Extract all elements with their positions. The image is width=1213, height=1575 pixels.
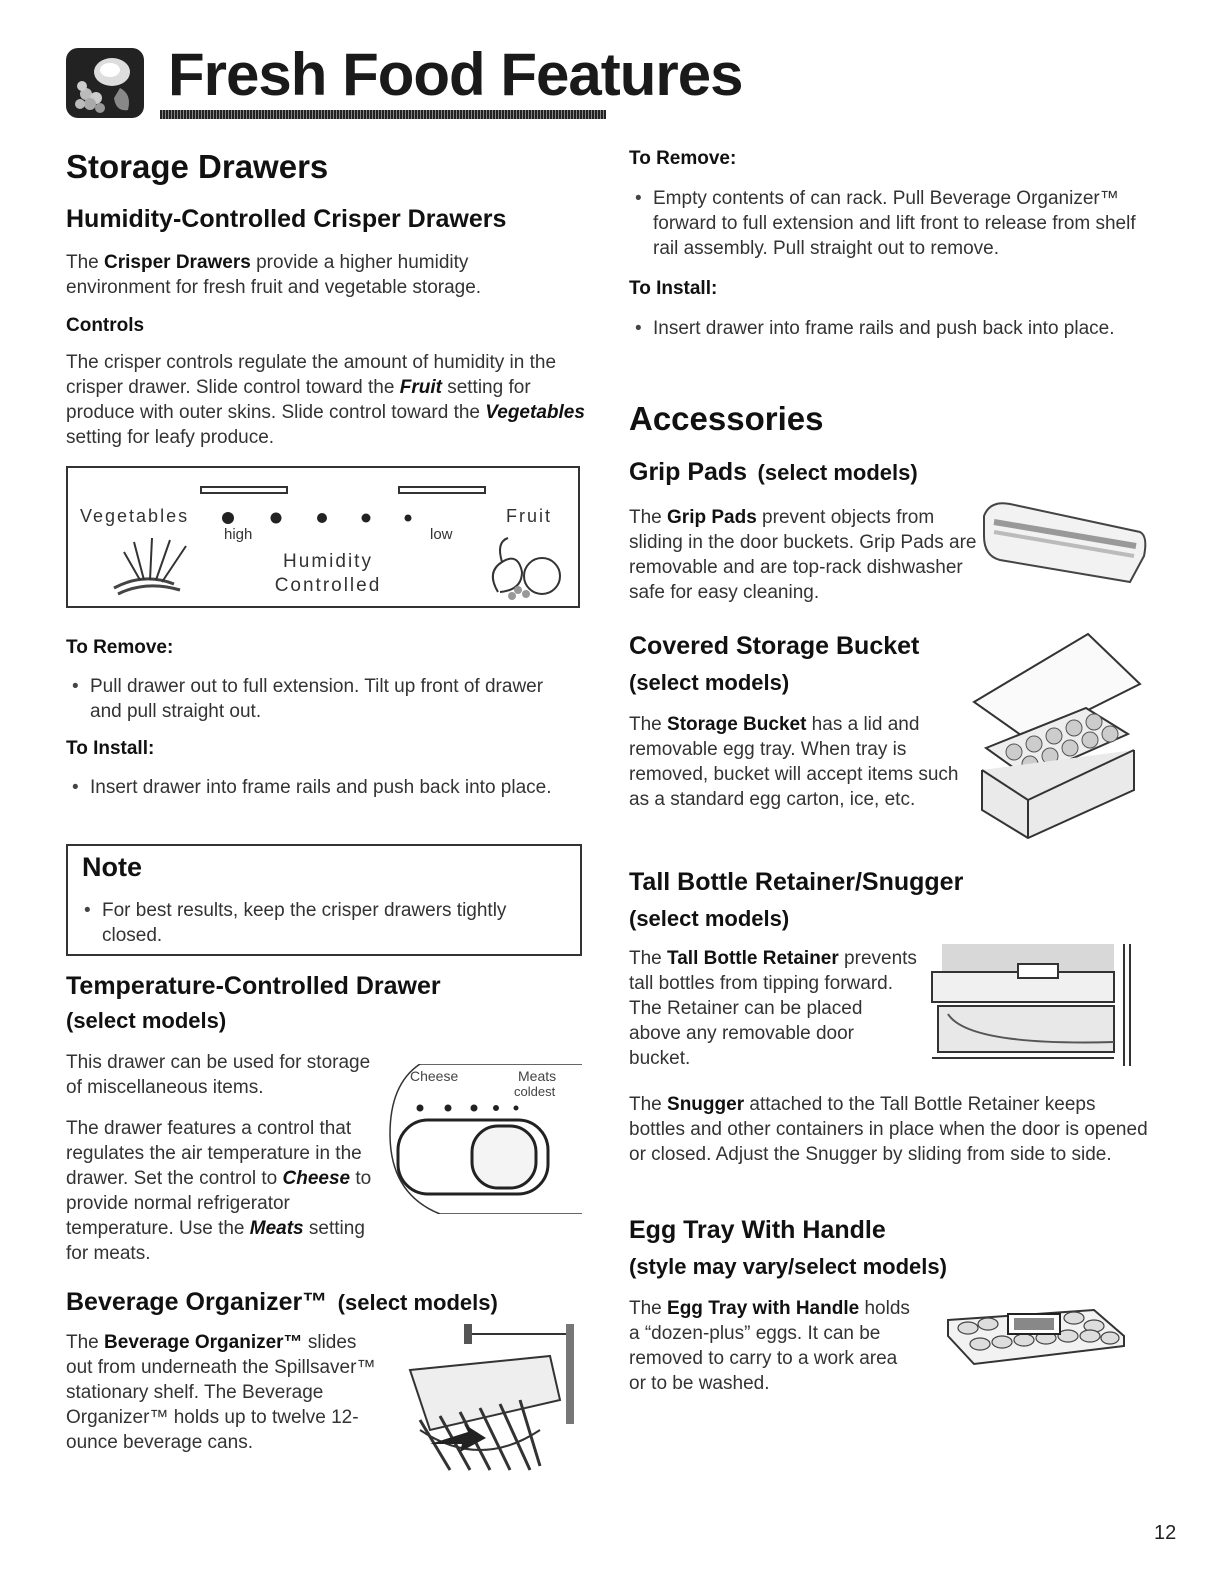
page-number: 12 bbox=[1154, 1522, 1177, 1544]
low-label: low bbox=[430, 526, 453, 543]
temp-p2-text-3: setting for meats. bbox=[66, 1218, 365, 1264]
crisper-intro-bold: Crisper Drawers bbox=[104, 252, 251, 273]
beverage-heading-sub: (select models) bbox=[337, 1290, 498, 1315]
meats-word: Meats bbox=[249, 1218, 304, 1239]
egg-tray-text bbox=[629, 1296, 919, 1396]
produce-icon bbox=[66, 48, 144, 118]
fruit-icon bbox=[478, 532, 568, 602]
storage-drawers-heading: Storage Drawers bbox=[66, 148, 329, 185]
fruit-word: Fruit bbox=[399, 377, 442, 398]
title-underline bbox=[160, 110, 606, 119]
slider-left bbox=[200, 486, 288, 494]
beverage-text-2: slides out from underneath the Spillsaver™ stationary shelf. The Beverage Organizer™ holds up to twelve 12-ounce beverage cans. bbox=[66, 1332, 376, 1453]
controls-text bbox=[66, 350, 586, 450]
grip-pads-text-bold: Grip Pads bbox=[667, 507, 757, 528]
grip-pads-heading bbox=[629, 458, 918, 487]
title-word-features: Features bbox=[500, 41, 743, 108]
beverage-remove-heading: To Remove: bbox=[629, 148, 737, 169]
crisper-install-heading: To Install: bbox=[66, 738, 155, 759]
beverage-install-list bbox=[629, 316, 1129, 353]
storage-bucket-illustration bbox=[968, 630, 1148, 840]
temp-p2-text-1: The drawer features a control that regulates the air temperature in the drawer. Set the control to bbox=[66, 1118, 362, 1189]
humidity-label-line2: Controlled bbox=[274, 575, 382, 596]
beverage-heading-main: Beverage Organizer™ bbox=[66, 1288, 328, 1316]
crisper-remove-item: • Pull drawer out to full extension. Tilt up front of drawer and pull straight out. bbox=[66, 674, 566, 724]
temp-drawer-sub: (select models) bbox=[66, 1008, 227, 1033]
beverage-install-item: • Insert drawer into frame rails and push back into place. bbox=[629, 316, 1129, 341]
note-box bbox=[66, 844, 582, 956]
grip-pads-heading-sub: (select models) bbox=[757, 460, 918, 485]
grip-pads-text-1: The bbox=[629, 507, 668, 528]
slider-right bbox=[398, 486, 486, 494]
snugger-text-bold: Snugger bbox=[667, 1094, 745, 1115]
bucket-text-bold: Storage Bucket bbox=[667, 714, 807, 735]
crisper-install-list bbox=[66, 775, 566, 812]
vegetables-icon bbox=[104, 532, 204, 600]
beverage-remove-item: • Empty contents of can rack. Pull Beverage Organizer™ forward to full extension and lift front to release from shelf rail assembly. Pull straight out to remove. bbox=[629, 186, 1149, 261]
beverage-text-1: The bbox=[66, 1332, 105, 1353]
controls-text-2: setting for produce with outer skins. Slide control toward the bbox=[66, 377, 531, 423]
fig-coldest-label: coldest bbox=[514, 1084, 556, 1099]
beverage-text-bold: Beverage Organizer™ bbox=[104, 1332, 303, 1353]
crisper-intro-text-2: provide a higher humidity environment for fresh fruit and vegetable storage. bbox=[66, 252, 482, 298]
fig-meats-label: Meats bbox=[518, 1068, 557, 1084]
tall-bottle-sub: (select models) bbox=[629, 906, 790, 931]
snugger-text-1: The bbox=[629, 1094, 668, 1115]
temp-control-figure bbox=[380, 1064, 582, 1214]
note-item: • For best results, keep the crisper drawers tightly closed. bbox=[78, 898, 548, 948]
beverage-organizer-illustration bbox=[390, 1320, 582, 1480]
crisper-intro-text-1: The bbox=[66, 252, 105, 273]
page-title bbox=[168, 40, 742, 109]
snugger-text bbox=[629, 1092, 1149, 1167]
tall-bottle-text-p1-bold: Tall Bottle Retainer bbox=[667, 948, 839, 969]
beverage-remove-list bbox=[629, 186, 1149, 273]
vegetables-word: Vegetables bbox=[485, 402, 585, 423]
tall-bottle-text-p1 bbox=[629, 946, 919, 1071]
egg-tray-sub: (style may vary/select models) bbox=[629, 1254, 947, 1279]
humidity-control-panel bbox=[66, 466, 580, 608]
beverage-text bbox=[66, 1330, 382, 1455]
controls-text-3: setting for leafy produce. bbox=[66, 427, 275, 448]
egg-tray-heading: Egg Tray With Handle bbox=[629, 1216, 886, 1244]
header-icon-box bbox=[66, 48, 144, 118]
temp-drawer-heading: Temperature-Controlled Drawer bbox=[66, 972, 441, 1000]
fig-cheese-label: Cheese bbox=[410, 1068, 459, 1084]
egg-tray-text-1: The bbox=[629, 1298, 668, 1319]
humidity-label-line1: Humidity bbox=[283, 551, 373, 572]
note-heading: Note bbox=[82, 852, 142, 882]
bucket-text-2: has a lid and removable egg tray. When tray is removed, bucket will accept items such as a standard egg carton, ice, etc. bbox=[629, 714, 959, 810]
tall-bottle-text-p1-2: prevents tall bottles from tipping forward. The Retainer can be placed above any removable door bucket. bbox=[629, 948, 917, 1069]
temp-p2-text-2: to provide normal refrigerator temperature. Use the bbox=[66, 1168, 372, 1239]
grip-pads-heading-main: Grip Pads bbox=[629, 458, 748, 486]
temp-p2 bbox=[66, 1116, 380, 1266]
grip-pads-text bbox=[629, 505, 979, 605]
egg-tray-text-2: holds a “dozen-plus” eggs. It can be removed to carry to a work area or to be washed. bbox=[629, 1298, 910, 1394]
crisper-install-item: • Insert drawer into frame rails and push back into place. bbox=[66, 775, 566, 800]
fruit-label: Fruit bbox=[506, 506, 552, 526]
title-word-food: Food bbox=[342, 41, 485, 108]
snugger-text-2: attached to the Tall Bottle Retainer keeps bottles and other containers in place when the door is opened or closed. Adjust the Snugger by sliding from side to side. bbox=[629, 1094, 1148, 1165]
grip-pads-text-2: prevent objects from sliding in the door buckets. Grip Pads are removable and are top-rack dishwasher safe for easy cleaning. bbox=[629, 507, 977, 603]
controls-heading: Controls bbox=[66, 315, 145, 336]
crisper-remove-list bbox=[66, 674, 566, 736]
beverage-install-heading: To Install: bbox=[629, 278, 718, 299]
temp-p1: This drawer can be used for storage of miscellaneous items. bbox=[66, 1052, 371, 1098]
controls-text-1: The crisper controls regulate the amount of humidity in the crisper drawer. Slide control toward the bbox=[66, 352, 557, 398]
tall-bottle-heading: Tall Bottle Retainer/Snugger bbox=[629, 868, 964, 896]
beverage-heading bbox=[66, 1288, 498, 1317]
bucket-heading: Covered Storage Bucket bbox=[629, 632, 920, 660]
bucket-text-1: The bbox=[629, 714, 668, 735]
tall-bottle-retainer-illustration bbox=[928, 942, 1134, 1068]
bucket-sub: (select models) bbox=[629, 670, 790, 695]
egg-tray-illustration bbox=[944, 1306, 1128, 1370]
title-word-fresh: Fresh bbox=[168, 41, 327, 108]
note-list bbox=[78, 898, 548, 960]
humidity-controlled-label bbox=[258, 550, 398, 598]
cheese-word: Cheese bbox=[282, 1168, 351, 1189]
humidity-heading: Humidity-Controlled Crisper Drawers bbox=[66, 205, 507, 233]
high-label: high bbox=[224, 526, 253, 543]
grip-pad-illustration bbox=[980, 496, 1150, 586]
vegetables-label: Vegetables bbox=[80, 506, 190, 526]
bucket-text bbox=[629, 712, 959, 812]
egg-tray-text-bold: Egg Tray with Handle bbox=[667, 1298, 860, 1319]
tall-bottle-text-p1-1: The bbox=[629, 948, 668, 969]
crisper-remove-heading: To Remove: bbox=[66, 637, 174, 658]
crisper-intro bbox=[66, 250, 566, 300]
humidity-dots bbox=[218, 508, 458, 528]
accessories-heading: Accessories bbox=[629, 400, 824, 437]
